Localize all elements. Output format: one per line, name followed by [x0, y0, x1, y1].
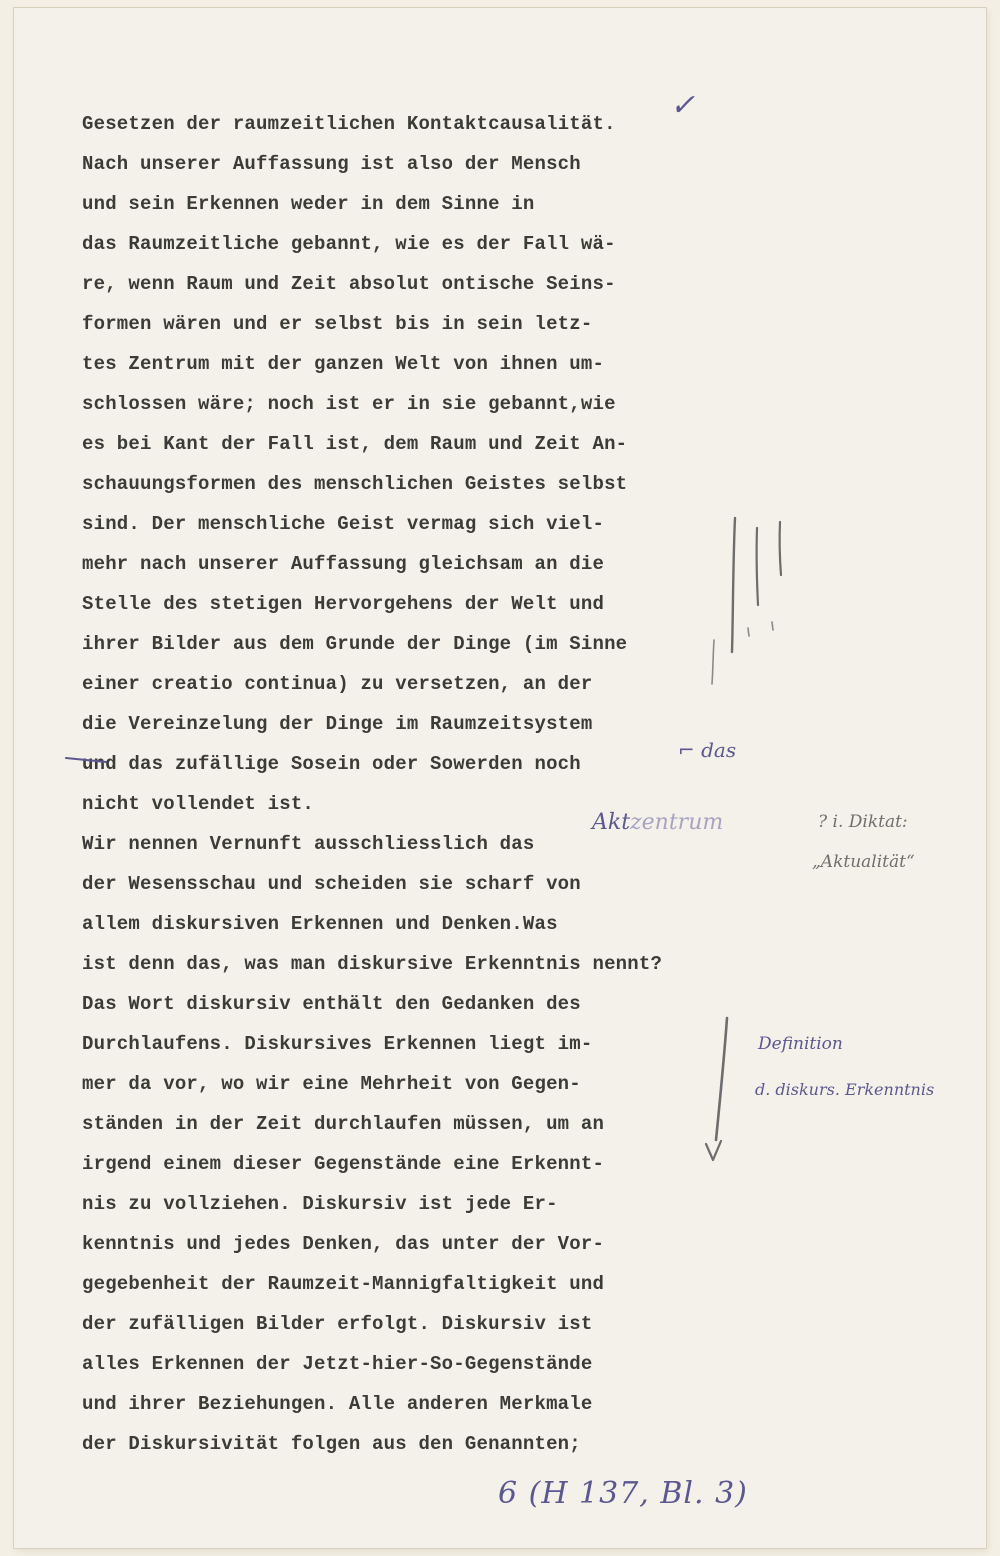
typed-line: allem diskursiven Erkennen und Denken.Was [82, 913, 558, 935]
typed-line: Das Wort diskursiv enthält den Gedanken des [82, 993, 581, 1015]
typed-line: Stelle des stetigen Hervorgehens der Welt und [82, 593, 605, 615]
akt-faded: zentrum [630, 810, 724, 835]
typed-line: ständen in der Zeit durchlaufen müssen, um an [82, 1113, 605, 1135]
typed-line: es bei Kant der Fall ist, dem Raum und Zeit An- [82, 433, 628, 455]
typed-line: ist denn das, was man diskursive Erkenntnis nennt? [82, 953, 663, 975]
typed-line: einer creatio continua) zu versetzen, an der [82, 673, 593, 695]
margin-note-diktat: ? i. Diktat: [818, 812, 908, 832]
typed-line: schauungsformen des menschlichen Geistes selbst [82, 473, 628, 495]
typed-line: das Raumzeitliche gebannt, wie es der Fall wä- [82, 233, 616, 255]
insertion-aktzentrum [592, 810, 723, 835]
typed-line: mer da vor, wo wir eine Mehrheit von Gegen- [82, 1073, 581, 1095]
typed-line: sind. Der menschliche Geist vermag sich viel- [82, 513, 605, 535]
typed-line: und ihrer Beziehungen. Alle anderen Merkmale [82, 1393, 593, 1415]
typed-line: mehr nach unserer Auffassung gleichsam an die [82, 553, 605, 575]
typed-line: ihrer Bilder aus dem Grunde der Dinge (im Sinne [82, 633, 628, 655]
typed-line: Wir nennen Vernunft ausschliesslich das [82, 833, 535, 855]
typed-line: und sein Erkennen weder in dem Sinne in [82, 193, 535, 215]
manuscript-page [14, 8, 986, 1548]
typed-line: irgend einem dieser Gegenstände eine Erkennt- [82, 1153, 605, 1175]
typed-line: nis zu vollziehen. Diskursiv ist jede Er- [82, 1193, 558, 1215]
akt-written: Akt [592, 810, 631, 835]
typed-line: die Vereinzelung der Dinge im Raumzeitsystem [82, 713, 593, 735]
typed-line: re, wenn Raum und Zeit absolut ontische Seins- [82, 273, 616, 295]
typed-line: und das zufällige Sosein oder Sowerden noch [82, 753, 581, 775]
typed-line: der Diskursivität folgen aus den Genannten; [82, 1433, 581, 1455]
folio-number: 6 (H 137, Bl. 3) [498, 1476, 748, 1511]
typed-line: alles Erkennen der Jetzt-hier-So-Gegenstände [82, 1353, 593, 1375]
correction-mark-icon: ✓ [670, 88, 696, 123]
typed-line: der Wesensschau und scheiden sie scharf von [82, 873, 581, 895]
typed-line: Nach unserer Auffassung ist also der Mensch [82, 153, 581, 175]
typed-line: kenntnis und jedes Denken, das unter der Vor- [82, 1233, 605, 1255]
margin-note-aktualitaet: „Aktualität“ [812, 852, 915, 872]
typed-line: tes Zentrum mit der ganzen Welt von ihnen um- [82, 353, 605, 375]
typed-line: der zufälligen Bilder erfolgt. Diskursiv ist [82, 1313, 593, 1335]
typed-line: Durchlaufens. Diskursives Erkennen liegt im- [82, 1033, 593, 1055]
typed-line: schlossen wäre; noch ist er in sie gebannt,wie [82, 393, 616, 415]
typed-line: gegebenheit der Raumzeit-Mannigfaltigkeit und [82, 1273, 605, 1295]
typed-line: nicht vollendet ist. [82, 793, 315, 815]
typed-line: Gesetzen der raumzeitlichen Kontaktcausalität. [82, 113, 616, 135]
insertion-das: ⌐ das [678, 738, 737, 762]
typed-line: formen wären und er selbst bis in sein letz- [82, 313, 593, 335]
margin-note-definition: Definition [758, 1034, 843, 1054]
margin-note-diskursiv: d. diskurs. Erkenntnis [755, 1080, 935, 1099]
